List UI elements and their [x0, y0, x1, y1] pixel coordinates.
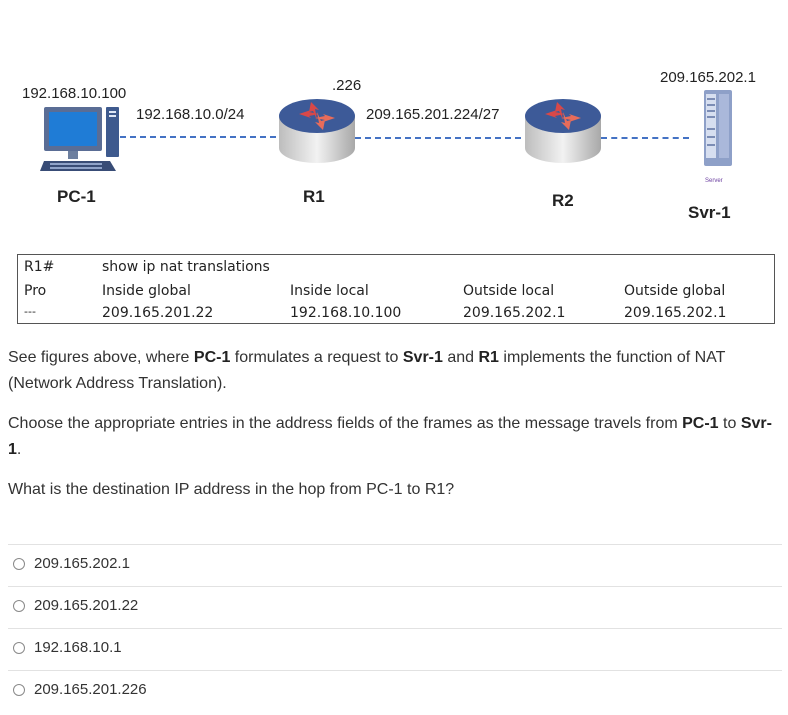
cell-outside-local: 209.165.202.1 — [463, 305, 566, 321]
nat-command: show ip nat translations — [102, 259, 270, 275]
r1-router-icon — [275, 90, 359, 179]
header-inside-global: Inside global — [102, 283, 191, 299]
answer-option-2[interactable] — [8, 586, 782, 628]
nat-translation-table — [17, 254, 775, 324]
server-label: Svr-1 — [688, 203, 731, 222]
server-ip-label: 209.165.202.1 — [660, 69, 756, 86]
link-r2-server — [601, 137, 689, 139]
answer-option-3[interactable] — [8, 628, 782, 670]
cell-inside-local: 192.168.10.100 — [290, 305, 402, 321]
option-label: 209.165.201.226 — [34, 681, 147, 698]
cell-inside-global: 209.165.201.22 — [102, 305, 214, 321]
proto-header: Pro — [24, 283, 47, 299]
question-paragraph-1: See figures above, where PC-1 formulates a request to Svr-1 and R1 implements the function of NAT (Network Address Translation). — [8, 349, 726, 392]
network-diagram — [0, 0, 788, 250]
router-prompt: R1# — [24, 259, 55, 275]
question-prompt: What is the destination IP address in the hop from PC-1 to R1? — [8, 481, 455, 498]
pc-label: PC-1 — [57, 187, 96, 206]
radio-button[interactable] — [13, 684, 25, 696]
r2-router-icon — [521, 90, 605, 179]
r2-label: R2 — [552, 191, 574, 210]
r1-label: R1 — [303, 187, 325, 206]
link-pc-r1 — [120, 136, 276, 138]
r1-interface-label: .226 — [332, 77, 362, 94]
link-r1-r2 — [355, 137, 521, 139]
pc-icon — [40, 105, 122, 182]
option-label: 192.168.10.1 — [34, 639, 122, 656]
option-label: 209.165.201.22 — [34, 597, 139, 614]
answer-option-1[interactable] — [8, 544, 782, 586]
option-label: 209.165.202.1 — [34, 555, 130, 572]
lan-network-label: 192.168.10.0/24 — [136, 106, 245, 123]
radio-button[interactable] — [13, 558, 25, 570]
answer-option-4[interactable] — [8, 670, 782, 712]
header-outside-local: Outside local — [463, 283, 555, 299]
radio-button[interactable] — [13, 642, 25, 654]
cell-outside-global: 209.165.202.1 — [624, 305, 727, 321]
question-paragraph-2: Choose the appropriate entries in the address fields of the frames as the message travels from PC-1 to Svr-1. — [8, 415, 772, 458]
header-inside-local: Inside local — [290, 283, 369, 299]
radio-button[interactable] — [13, 600, 25, 612]
header-outside-global: Outside global — [624, 283, 726, 299]
server-icon — [690, 88, 746, 179]
pc-ip-label: 192.168.10.100 — [22, 85, 127, 102]
server-tag: Server — [705, 178, 723, 184]
proto-value: --- — [24, 305, 36, 318]
wan-network-label: 209.165.201.224/27 — [366, 106, 500, 123]
